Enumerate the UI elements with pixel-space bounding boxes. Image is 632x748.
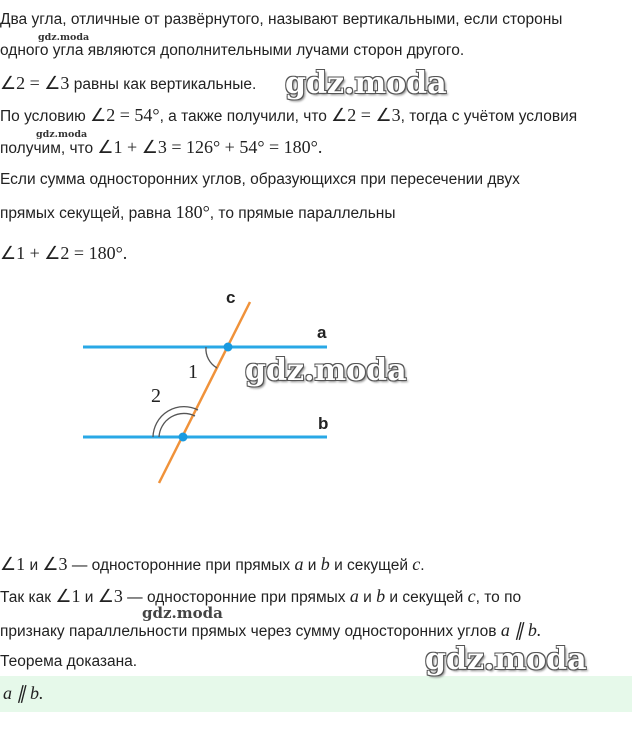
answer-box bbox=[0, 676, 632, 712]
text-also: , а также получили, что bbox=[159, 108, 332, 125]
math-angle2-eq-3: ∠2 = ∠3 bbox=[331, 105, 401, 125]
math-parallel: a ∥ b. bbox=[500, 620, 542, 640]
text-line-11 bbox=[0, 620, 541, 642]
watermark-large-3: gdz.moda bbox=[425, 642, 587, 677]
watermark-mid-1: gdz.moda bbox=[142, 604, 223, 622]
var-a: a bbox=[294, 554, 304, 574]
text-line-3 bbox=[0, 73, 256, 95]
math-angle1-b: ∠1 bbox=[55, 586, 81, 606]
var-b-2: b bbox=[376, 586, 386, 606]
text-dot: . bbox=[420, 557, 425, 574]
text-lines-secant: прямых секущей, равна bbox=[0, 205, 176, 222]
label-a: a bbox=[317, 323, 327, 342]
var-a-2: a bbox=[349, 586, 359, 606]
answer-text: a ∥ b. bbox=[3, 683, 44, 703]
point-a-intersection bbox=[224, 343, 233, 352]
text-since: Так как bbox=[0, 589, 56, 606]
text-line-7 bbox=[0, 202, 396, 224]
text-one-sided: — односторонние при прямых bbox=[67, 557, 295, 574]
watermark-small-2: gdz.moda bbox=[36, 129, 88, 140]
watermark-large-2: gdz.moda bbox=[245, 353, 407, 388]
transversal-c bbox=[159, 302, 250, 483]
label-c: c bbox=[226, 288, 236, 307]
text-line-4 bbox=[0, 105, 577, 127]
text-parallel: , то прямые параллельны bbox=[209, 205, 396, 222]
text-and-4: и bbox=[358, 589, 377, 606]
text-line-9 bbox=[0, 554, 425, 576]
var-c-2: c bbox=[467, 586, 476, 606]
text-and-2: и bbox=[303, 557, 321, 574]
text-secant-2: и секущей bbox=[385, 589, 468, 606]
text-line-10 bbox=[0, 586, 521, 608]
text-line-5 bbox=[0, 137, 322, 159]
geometry-figure bbox=[0, 280, 632, 510]
math-angle2: ∠2 = 54° bbox=[90, 105, 160, 125]
text-line-2: одного угла являются дополнительными лучами сторон другого. bbox=[0, 42, 465, 59]
text-then-by: , то по bbox=[475, 589, 522, 606]
text-condition: По условию bbox=[0, 108, 91, 125]
watermark-small-1: gdz.moda bbox=[38, 32, 90, 43]
math-angle1: ∠1 bbox=[0, 554, 26, 574]
label-angle-1: 1 bbox=[188, 361, 198, 383]
text-and: и bbox=[25, 557, 43, 574]
var-b: b bbox=[320, 554, 330, 574]
angle-1-arc bbox=[206, 347, 217, 368]
math-angle3: ∠3 bbox=[42, 554, 68, 574]
text-line-8 bbox=[0, 243, 127, 265]
text-line-12: Теорема доказана. bbox=[0, 653, 138, 670]
math-sum-12: ∠1 + ∠2 = 180°. bbox=[0, 243, 128, 263]
angle-2-arc-inner bbox=[159, 413, 195, 437]
text-criterion: признаку параллельности прямых через сумму односторонних углов bbox=[0, 623, 501, 640]
var-c: c bbox=[412, 554, 421, 574]
watermark-large-1: gdz.moda bbox=[285, 66, 447, 101]
math-angles-equal: ∠2 = ∠3 bbox=[0, 73, 70, 93]
math-180: 180° bbox=[175, 202, 210, 222]
text-then: , тогда с учётом условия bbox=[400, 108, 578, 125]
point-b-intersection bbox=[179, 433, 188, 442]
text-line-6: Если сумма односторонних углов, образующихся при пересечении двух bbox=[0, 171, 520, 188]
text-one-sided-2: — односторонние при прямых bbox=[122, 589, 350, 606]
label-angle-2: 2 bbox=[151, 385, 161, 407]
math-angle3-b: ∠3 bbox=[97, 586, 123, 606]
math-sum: ∠1 + ∠3 = 126° + 54° = 180°. bbox=[97, 137, 323, 157]
text-and-3: и bbox=[80, 589, 98, 606]
text-get: получим, что bbox=[0, 140, 98, 157]
label-b: b bbox=[318, 414, 329, 433]
text-vertical: равны как вертикальные. bbox=[69, 76, 257, 93]
text-secant: и секущей bbox=[329, 557, 413, 574]
text-line-1: Два угла, отличные от развёрнутого, называют вертикальными, если стороны bbox=[0, 11, 563, 28]
